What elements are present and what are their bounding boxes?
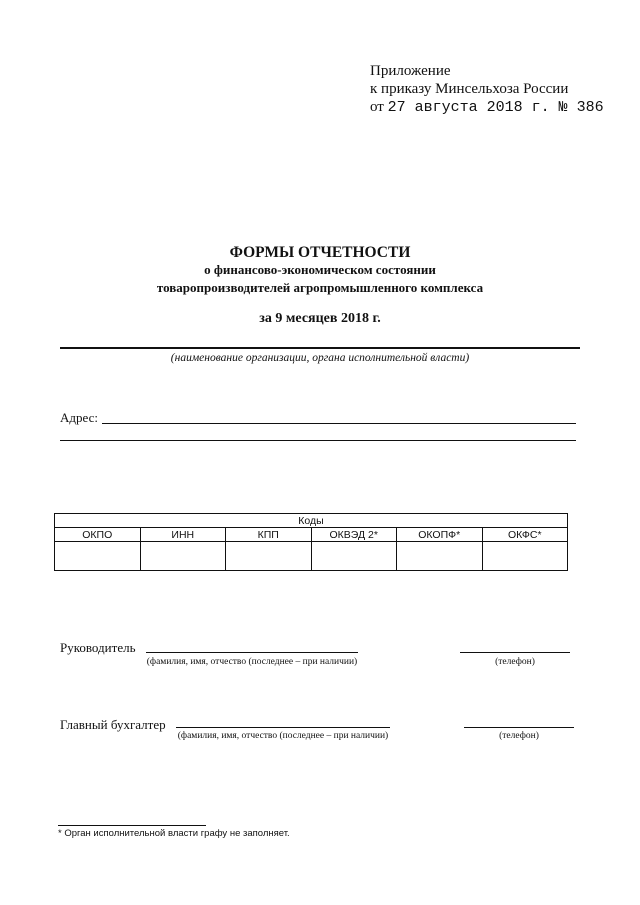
accountant-name-field[interactable] [176, 727, 390, 728]
codes-col-okved2: ОКВЭД 2* [311, 528, 397, 542]
form-title: ФОРМЫ ОТЧЕТНОСТИ [229, 244, 411, 261]
codes-value-kpp[interactable] [226, 542, 312, 571]
codes-value-okpo[interactable] [55, 542, 141, 571]
head-phone-field[interactable] [460, 652, 570, 653]
report-period: за 9 месяцев 2018 г. [259, 311, 381, 326]
codes-col-okfs: ОКФС* [482, 528, 568, 542]
appendix-date-prefix: от [370, 99, 384, 115]
head-phone-caption: (телефон) [495, 657, 535, 667]
codes-header: Коды [55, 514, 568, 528]
codes-table [54, 513, 568, 571]
codes-col-inn: ИНН [140, 528, 226, 542]
codes-col-okopf: ОКОПФ* [397, 528, 483, 542]
head-name-caption: (фамилия, имя, отчество (последнее – при наличии) [146, 657, 358, 667]
form-subtitle-2: товаропроизводителей агропромышленного комплекса [156, 280, 484, 295]
appendix-order-date-line [370, 98, 604, 117]
form-subtitle-1: о финансово-экономическом состоянии [204, 262, 436, 277]
accountant-phone-caption: (телефон) [499, 731, 539, 741]
address-field-line-1[interactable] [102, 423, 576, 424]
appendix-order-date: 27 августа 2018 г. № 386 [387, 99, 604, 116]
organization-name-caption: (наименование организации, органа исполнительной власти) [170, 352, 470, 364]
head-label: Руководитель [60, 640, 136, 655]
appendix-header [370, 62, 604, 117]
appendix-label: Приложение [370, 63, 451, 79]
accountant-name-caption: (фамилия, имя, отчество (последнее – при наличии) [177, 731, 389, 741]
organization-name-field[interactable] [60, 347, 580, 349]
codes-col-okpo: ОКПО [55, 528, 141, 542]
accountant-label: Главный бухгалтер [60, 717, 166, 732]
codes-value-okved2[interactable] [311, 542, 397, 571]
codes-col-kpp: КПП [226, 528, 312, 542]
appendix-order-ref: к приказу Минсельхоза России [370, 81, 569, 97]
codes-value-okopf[interactable] [397, 542, 483, 571]
footnote: * Орган исполнительной власти графу не заполняет. [58, 828, 290, 839]
codes-value-inn[interactable] [140, 542, 226, 571]
address-label: Адрес: [60, 410, 98, 425]
footnote-rule [58, 825, 206, 826]
address-field-line-2[interactable] [60, 440, 576, 441]
accountant-phone-field[interactable] [464, 727, 574, 728]
codes-value-okfs[interactable] [482, 542, 568, 571]
head-name-field[interactable] [146, 652, 358, 653]
